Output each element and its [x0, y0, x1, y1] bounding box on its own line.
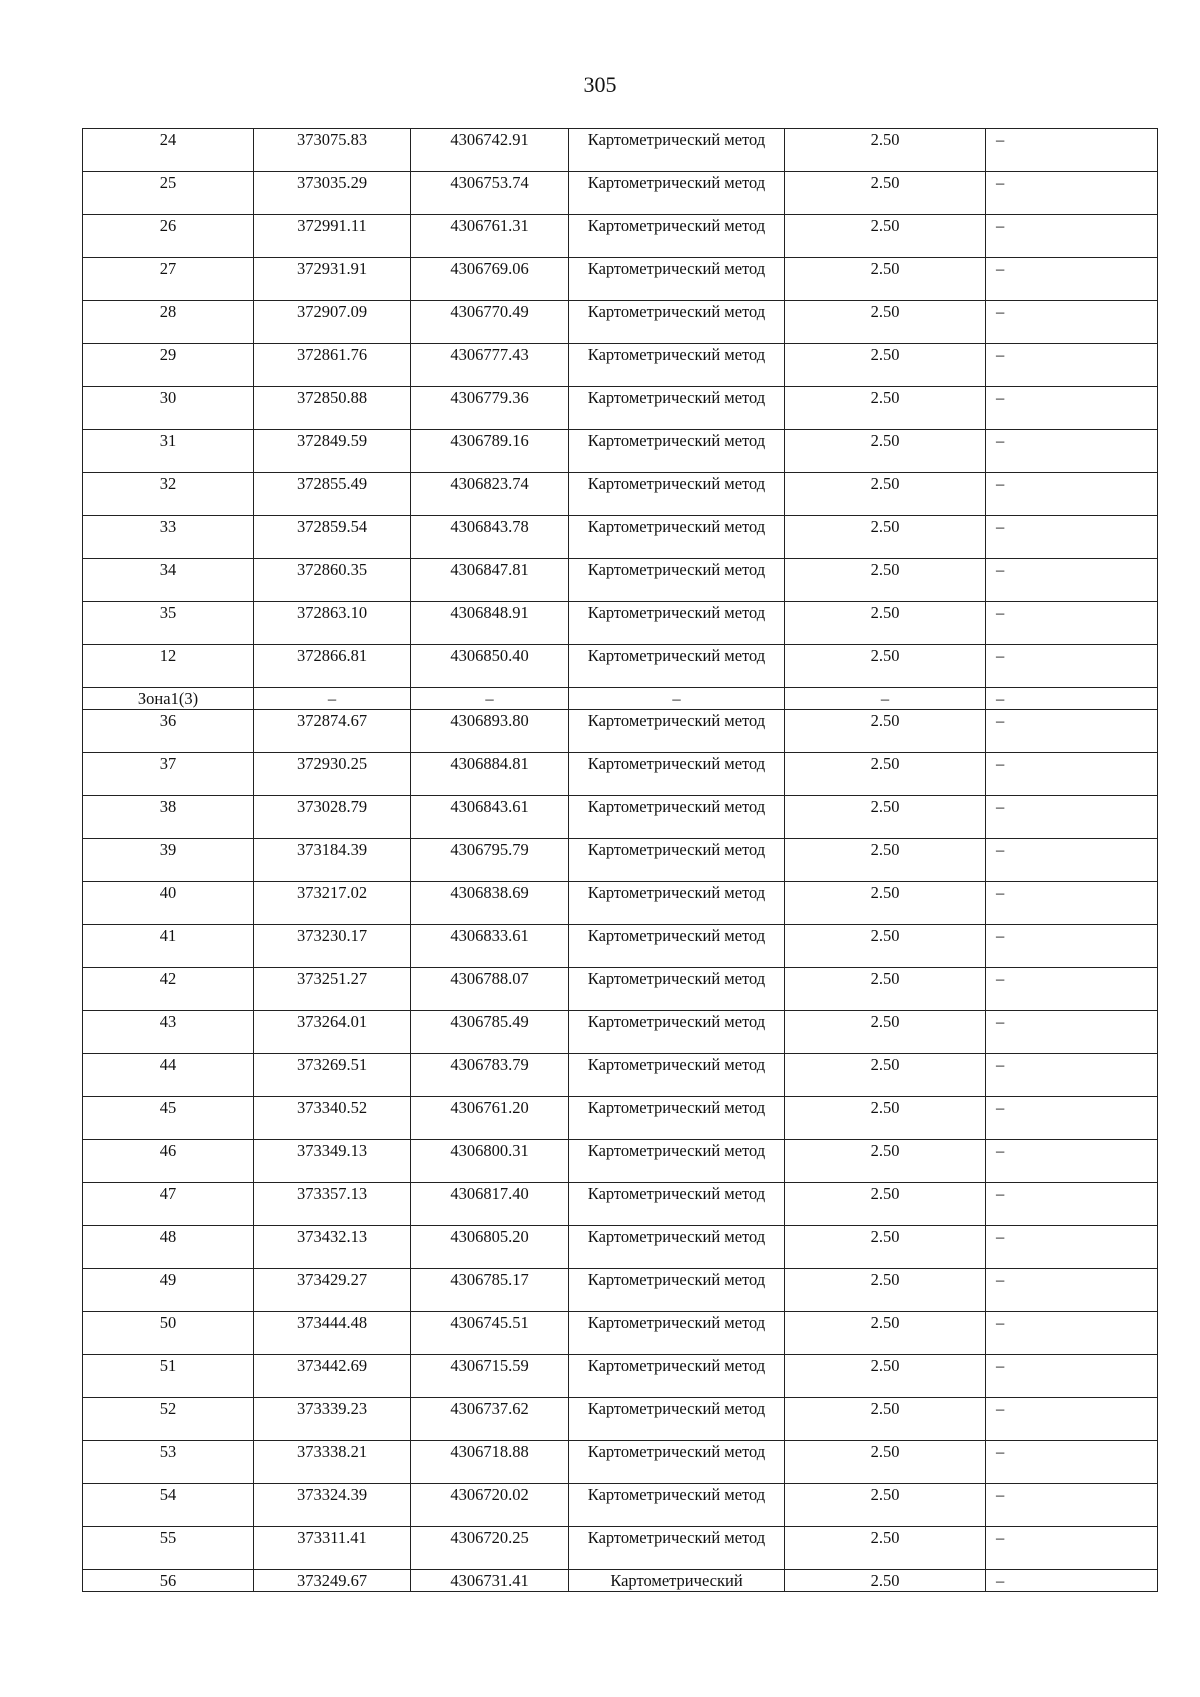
- table-row: [83, 1011, 1158, 1054]
- accuracy-cell: 2.50: [785, 1570, 986, 1592]
- note-cell: –: [986, 710, 1158, 753]
- method-cell: Картометрический метод: [569, 882, 785, 925]
- coordinate-y-cell: 4306795.79: [411, 839, 569, 882]
- coordinate-x-cell: 373217.02: [254, 882, 411, 925]
- table-row: [83, 1484, 1158, 1527]
- point-number-cell: 54: [83, 1484, 254, 1527]
- table-row: [83, 215, 1158, 258]
- point-number-cell: 28: [83, 301, 254, 344]
- page-number: 305: [583, 72, 617, 97]
- table-row: [83, 387, 1158, 430]
- note-cell: –: [986, 559, 1158, 602]
- coordinate-y-cell: 4306800.31: [411, 1140, 569, 1183]
- method-cell: Картометрический метод: [569, 1183, 785, 1226]
- method-cell: Картометрический метод: [569, 1226, 785, 1269]
- method-cell: Картометрический метод: [569, 1527, 785, 1570]
- point-number-cell: 55: [83, 1527, 254, 1570]
- coordinates-table-body: [83, 129, 1158, 1592]
- coordinate-x-cell: 373311.41: [254, 1527, 411, 1570]
- table-row: [83, 796, 1158, 839]
- coordinate-x-cell: 372907.09: [254, 301, 411, 344]
- point-number-cell: 52: [83, 1398, 254, 1441]
- accuracy-cell: 2.50: [785, 215, 986, 258]
- method-cell: Картометрический метод: [569, 753, 785, 796]
- note-cell: –: [986, 1441, 1158, 1484]
- coordinate-y-cell: 4306731.41: [411, 1570, 569, 1592]
- table-row: [83, 172, 1158, 215]
- coordinate-x-cell: 373349.13: [254, 1140, 411, 1183]
- note-cell: –: [986, 645, 1158, 688]
- coordinate-x-cell: 373324.39: [254, 1484, 411, 1527]
- table-row: [83, 1570, 1158, 1592]
- point-number-cell: 35: [83, 602, 254, 645]
- coordinate-x-cell: 373442.69: [254, 1355, 411, 1398]
- method-cell: Картометрический метод: [569, 344, 785, 387]
- coordinate-x-cell: 372866.81: [254, 645, 411, 688]
- method-cell: Картометрический метод: [569, 710, 785, 753]
- coordinate-y-cell: 4306753.74: [411, 172, 569, 215]
- method-cell: Картометрический метод: [569, 387, 785, 430]
- coordinate-x-cell: 373269.51: [254, 1054, 411, 1097]
- coordinate-y-cell: 4306789.16: [411, 430, 569, 473]
- table-row: [83, 1269, 1158, 1312]
- note-cell: –: [986, 1355, 1158, 1398]
- point-number-cell: 49: [83, 1269, 254, 1312]
- coordinate-y-cell: 4306761.20: [411, 1097, 569, 1140]
- table-row: [83, 1140, 1158, 1183]
- accuracy-cell: 2.50: [785, 1183, 986, 1226]
- coordinate-y-cell: 4306850.40: [411, 645, 569, 688]
- method-cell: Картометрический метод: [569, 1398, 785, 1441]
- note-cell: –: [986, 1097, 1158, 1140]
- accuracy-cell: 2.50: [785, 387, 986, 430]
- method-cell: Картометрический: [569, 1570, 785, 1592]
- coordinate-y-cell: 4306742.91: [411, 129, 569, 172]
- accuracy-cell: 2.50: [785, 1527, 986, 1570]
- method-cell: Картометрический метод: [569, 1269, 785, 1312]
- coordinate-x-cell: 373340.52: [254, 1097, 411, 1140]
- point-number-cell: 34: [83, 559, 254, 602]
- point-number-cell: 41: [83, 925, 254, 968]
- accuracy-cell: 2.50: [785, 1011, 986, 1054]
- coordinate-x-cell: 372855.49: [254, 473, 411, 516]
- point-number-cell: 37: [83, 753, 254, 796]
- note-cell: –: [986, 344, 1158, 387]
- point-number-cell: 44: [83, 1054, 254, 1097]
- accuracy-cell: 2.50: [785, 430, 986, 473]
- coordinate-y-cell: 4306761.31: [411, 215, 569, 258]
- note-cell: –: [986, 968, 1158, 1011]
- accuracy-cell: 2.50: [785, 473, 986, 516]
- table-row: [83, 430, 1158, 473]
- coordinate-y-cell: 4306769.06: [411, 258, 569, 301]
- note-cell: –: [986, 688, 1158, 710]
- table-row: [83, 839, 1158, 882]
- note-cell: –: [986, 1269, 1158, 1312]
- coordinate-x-cell: 372859.54: [254, 516, 411, 559]
- coordinate-x-cell: 373249.67: [254, 1570, 411, 1592]
- note-cell: –: [986, 1398, 1158, 1441]
- coordinate-y-cell: 4306817.40: [411, 1183, 569, 1226]
- point-number-cell: 30: [83, 387, 254, 430]
- method-cell: Картометрический метод: [569, 1097, 785, 1140]
- coordinate-y-cell: 4306715.59: [411, 1355, 569, 1398]
- accuracy-cell: 2.50: [785, 602, 986, 645]
- coordinates-table: [82, 128, 1158, 1592]
- accuracy-cell: 2.50: [785, 1484, 986, 1527]
- note-cell: –: [986, 215, 1158, 258]
- table-row: [83, 344, 1158, 387]
- note-cell: –: [986, 301, 1158, 344]
- point-number-cell: 38: [83, 796, 254, 839]
- coordinate-y-cell: 4306720.25: [411, 1527, 569, 1570]
- coordinate-x-cell: 373429.27: [254, 1269, 411, 1312]
- point-number-cell: 32: [83, 473, 254, 516]
- accuracy-cell: 2.50: [785, 1140, 986, 1183]
- accuracy-cell: 2.50: [785, 1226, 986, 1269]
- note-cell: –: [986, 473, 1158, 516]
- coordinate-x-cell: 372991.11: [254, 215, 411, 258]
- table-row: [83, 1054, 1158, 1097]
- accuracy-cell: 2.50: [785, 968, 986, 1011]
- coordinate-x-cell: –: [254, 688, 411, 710]
- accuracy-cell: 2.50: [785, 129, 986, 172]
- accuracy-cell: 2.50: [785, 645, 986, 688]
- note-cell: –: [986, 1054, 1158, 1097]
- table-row: [83, 882, 1158, 925]
- table-row: [83, 753, 1158, 796]
- method-cell: Картометрический метод: [569, 1312, 785, 1355]
- point-number-cell: 42: [83, 968, 254, 1011]
- table-row: [83, 301, 1158, 344]
- table-row: [83, 129, 1158, 172]
- coordinate-x-cell: 372931.91: [254, 258, 411, 301]
- coordinate-x-cell: 373339.23: [254, 1398, 411, 1441]
- coordinate-x-cell: 373035.29: [254, 172, 411, 215]
- note-cell: –: [986, 1312, 1158, 1355]
- table-row: [83, 710, 1158, 753]
- method-cell: Картометрический метод: [569, 516, 785, 559]
- coordinate-y-cell: 4306718.88: [411, 1441, 569, 1484]
- note-cell: –: [986, 602, 1158, 645]
- note-cell: –: [986, 516, 1158, 559]
- note-cell: –: [986, 430, 1158, 473]
- point-number-cell: 43: [83, 1011, 254, 1054]
- point-number-cell: 29: [83, 344, 254, 387]
- method-cell: Картометрический метод: [569, 473, 785, 516]
- coordinate-y-cell: 4306805.20: [411, 1226, 569, 1269]
- point-number-cell: 50: [83, 1312, 254, 1355]
- coordinate-y-cell: 4306843.61: [411, 796, 569, 839]
- point-number-cell: 26: [83, 215, 254, 258]
- coordinate-y-cell: 4306785.17: [411, 1269, 569, 1312]
- note-cell: –: [986, 1570, 1158, 1592]
- accuracy-cell: 2.50: [785, 753, 986, 796]
- point-number-cell: 40: [83, 882, 254, 925]
- coordinate-x-cell: 373444.48: [254, 1312, 411, 1355]
- method-cell: Картометрический метод: [569, 172, 785, 215]
- point-number-cell: 24: [83, 129, 254, 172]
- note-cell: –: [986, 1140, 1158, 1183]
- note-cell: –: [986, 1011, 1158, 1054]
- method-cell: Картометрический метод: [569, 258, 785, 301]
- point-number-cell: 39: [83, 839, 254, 882]
- table-row: [83, 968, 1158, 1011]
- coordinate-x-cell: 373251.27: [254, 968, 411, 1011]
- coordinate-x-cell: 372850.88: [254, 387, 411, 430]
- note-cell: –: [986, 258, 1158, 301]
- accuracy-cell: 2.50: [785, 344, 986, 387]
- note-cell: –: [986, 882, 1158, 925]
- point-number-cell: 46: [83, 1140, 254, 1183]
- point-number-cell: 51: [83, 1355, 254, 1398]
- accuracy-cell: 2.50: [785, 258, 986, 301]
- point-number-cell: 53: [83, 1441, 254, 1484]
- coordinate-y-cell: 4306745.51: [411, 1312, 569, 1355]
- accuracy-cell: 2.50: [785, 925, 986, 968]
- method-cell: Картометрический метод: [569, 430, 785, 473]
- table-row: [83, 473, 1158, 516]
- coordinate-y-cell: 4306838.69: [411, 882, 569, 925]
- accuracy-cell: 2.50: [785, 1355, 986, 1398]
- accuracy-cell: 2.50: [785, 301, 986, 344]
- table-row: [83, 1097, 1158, 1140]
- table-row: [83, 1355, 1158, 1398]
- table-row: [83, 602, 1158, 645]
- method-cell: Картометрический метод: [569, 602, 785, 645]
- coordinate-y-cell: 4306884.81: [411, 753, 569, 796]
- method-cell: Картометрический метод: [569, 301, 785, 344]
- point-number-cell: 31: [83, 430, 254, 473]
- coordinate-x-cell: 372874.67: [254, 710, 411, 753]
- coordinate-y-cell: 4306788.07: [411, 968, 569, 1011]
- coordinate-y-cell: 4306833.61: [411, 925, 569, 968]
- table-row: [83, 258, 1158, 301]
- coordinate-x-cell: 373184.39: [254, 839, 411, 882]
- accuracy-cell: 2.50: [785, 710, 986, 753]
- accuracy-cell: –: [785, 688, 986, 710]
- coordinate-y-cell: 4306848.91: [411, 602, 569, 645]
- table-row: [83, 1312, 1158, 1355]
- note-cell: –: [986, 1226, 1158, 1269]
- zone-header-row: [83, 688, 1158, 710]
- point-number-cell: 12: [83, 645, 254, 688]
- coordinate-y-cell: 4306847.81: [411, 559, 569, 602]
- coordinate-x-cell: 372930.25: [254, 753, 411, 796]
- accuracy-cell: 2.50: [785, 1441, 986, 1484]
- point-number-cell: 47: [83, 1183, 254, 1226]
- table-row: [83, 925, 1158, 968]
- method-cell: Картометрический метод: [569, 796, 785, 839]
- point-number-cell: Зона1(3): [83, 688, 254, 710]
- note-cell: –: [986, 172, 1158, 215]
- coordinate-x-cell: 373028.79: [254, 796, 411, 839]
- coordinate-y-cell: 4306770.49: [411, 301, 569, 344]
- note-cell: –: [986, 796, 1158, 839]
- accuracy-cell: 2.50: [785, 516, 986, 559]
- table-row: [83, 645, 1158, 688]
- coordinate-y-cell: 4306783.79: [411, 1054, 569, 1097]
- table-row: [83, 516, 1158, 559]
- point-number-cell: 45: [83, 1097, 254, 1140]
- method-cell: Картометрический метод: [569, 1355, 785, 1398]
- note-cell: –: [986, 1527, 1158, 1570]
- accuracy-cell: 2.50: [785, 1097, 986, 1140]
- coordinate-y-cell: 4306843.78: [411, 516, 569, 559]
- accuracy-cell: 2.50: [785, 1312, 986, 1355]
- method-cell: Картометрический метод: [569, 839, 785, 882]
- method-cell: Картометрический метод: [569, 559, 785, 602]
- coordinate-x-cell: 373432.13: [254, 1226, 411, 1269]
- coordinate-y-cell: –: [411, 688, 569, 710]
- point-number-cell: 48: [83, 1226, 254, 1269]
- accuracy-cell: 2.50: [785, 839, 986, 882]
- table-row: [83, 1527, 1158, 1570]
- point-number-cell: 56: [83, 1570, 254, 1592]
- table-row: [83, 1183, 1158, 1226]
- point-number-cell: 33: [83, 516, 254, 559]
- coordinate-y-cell: 4306737.62: [411, 1398, 569, 1441]
- accuracy-cell: 2.50: [785, 1398, 986, 1441]
- table-row: [83, 1441, 1158, 1484]
- note-cell: –: [986, 1183, 1158, 1226]
- point-number-cell: 27: [83, 258, 254, 301]
- accuracy-cell: 2.50: [785, 1054, 986, 1097]
- note-cell: –: [986, 387, 1158, 430]
- coordinate-x-cell: 373264.01: [254, 1011, 411, 1054]
- coordinate-y-cell: 4306785.49: [411, 1011, 569, 1054]
- note-cell: –: [986, 753, 1158, 796]
- point-number-cell: 36: [83, 710, 254, 753]
- coordinate-y-cell: 4306720.02: [411, 1484, 569, 1527]
- coordinate-y-cell: 4306779.36: [411, 387, 569, 430]
- accuracy-cell: 2.50: [785, 882, 986, 925]
- coordinate-y-cell: 4306777.43: [411, 344, 569, 387]
- coordinate-x-cell: 373338.21: [254, 1441, 411, 1484]
- method-cell: Картометрический метод: [569, 968, 785, 1011]
- note-cell: –: [986, 839, 1158, 882]
- method-cell: Картометрический метод: [569, 1054, 785, 1097]
- method-cell: Картометрический метод: [569, 1011, 785, 1054]
- accuracy-cell: 2.50: [785, 559, 986, 602]
- coordinate-y-cell: 4306823.74: [411, 473, 569, 516]
- note-cell: –: [986, 925, 1158, 968]
- accuracy-cell: 2.50: [785, 172, 986, 215]
- method-cell: Картометрический метод: [569, 1441, 785, 1484]
- note-cell: –: [986, 1484, 1158, 1527]
- coordinate-y-cell: 4306893.80: [411, 710, 569, 753]
- note-cell: –: [986, 129, 1158, 172]
- method-cell: Картометрический метод: [569, 645, 785, 688]
- table-row: [83, 559, 1158, 602]
- coordinate-x-cell: 372863.10: [254, 602, 411, 645]
- accuracy-cell: 2.50: [785, 796, 986, 839]
- coordinate-x-cell: 372860.35: [254, 559, 411, 602]
- method-cell: Картометрический метод: [569, 1484, 785, 1527]
- method-cell: –: [569, 688, 785, 710]
- coordinate-x-cell: 372861.76: [254, 344, 411, 387]
- coordinate-x-cell: 372849.59: [254, 430, 411, 473]
- accuracy-cell: 2.50: [785, 1269, 986, 1312]
- table-row: [83, 1226, 1158, 1269]
- coordinate-x-cell: 373230.17: [254, 925, 411, 968]
- table-row: [83, 1398, 1158, 1441]
- method-cell: Картометрический метод: [569, 215, 785, 258]
- method-cell: Картометрический метод: [569, 1140, 785, 1183]
- coordinate-x-cell: 373075.83: [254, 129, 411, 172]
- coordinate-x-cell: 373357.13: [254, 1183, 411, 1226]
- method-cell: Картометрический метод: [569, 129, 785, 172]
- point-number-cell: 25: [83, 172, 254, 215]
- method-cell: Картометрический метод: [569, 925, 785, 968]
